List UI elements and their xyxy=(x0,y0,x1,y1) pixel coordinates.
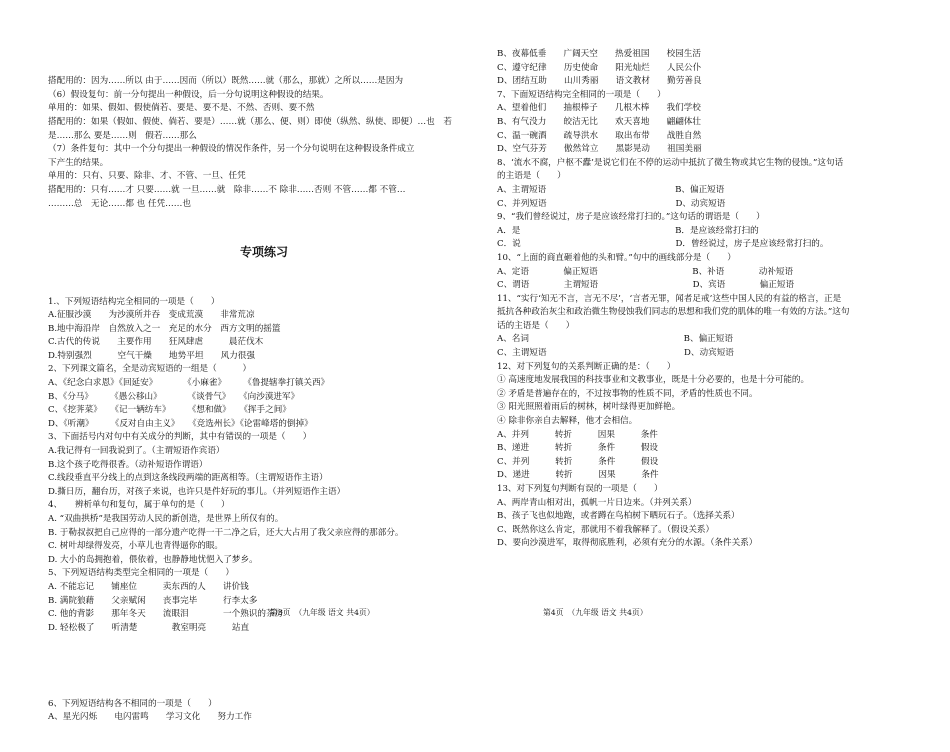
spacer xyxy=(48,663,480,671)
text-line: （6）假设复句：前一分句提出一种假设，后一分句说明这种假设的结果。 xyxy=(48,89,329,100)
question-line: 13、对下列复句判断有误的一项是（ ） xyxy=(497,484,663,494)
question-line: A．是 B．是应该经常打扫的 xyxy=(497,225,759,236)
question-line: ② 矛盾是普遍存在的，不过按事物的性质不同，矛盾的性质也不同。 xyxy=(497,388,758,399)
question-line: 2、下列课文篇名，全是动宾短语的一组是（ ） xyxy=(48,364,252,375)
question-line: ① 高速度地发展我国的科技事业和文教事业，既是十分必要的，也是十分可能的。 xyxy=(497,375,810,386)
question-line: A. “双曲拱桥”是我国劳动人民的新创造，是世界上所仅有的。 xyxy=(48,514,284,524)
question-line: A、并列 转折 因果 条件 xyxy=(497,429,658,440)
question-line: A.我记得有一回我说到了。（主谓短语作宾语） xyxy=(48,446,225,457)
question-line: C、《挖荠菜》 《记一辆纺车》 《想和做》 《挥手之间》 xyxy=(48,405,291,416)
question-line: B.地中海沿岸 自然放入之一 充足的水分 西方文明的摇篮 xyxy=(48,323,281,334)
left-page-column xyxy=(48,48,480,752)
question-line: 的主语是（ ） xyxy=(497,171,566,182)
question-line: B、孩子飞也似地跑，或者蹲在鸟柏树下晒玩石子。（选择关系） xyxy=(497,511,740,522)
question-line: A、名词 B、偏正短语 xyxy=(497,334,733,345)
question-line: D.撕日历，翻台历，对孩子来说，也许只是件好玩的事儿。（并列短语作主语） xyxy=(48,486,346,497)
question-line: 7、下面短语结构完全相同的一项是（ ） xyxy=(497,89,666,100)
question-line: 话的主语是（ ） xyxy=(497,320,575,331)
question-line: 9、“我们曾经说过，房子是应该经常打扫的。”这句话的谓语是（ ） xyxy=(497,212,765,223)
question-6 xyxy=(48,698,480,725)
practice-questions xyxy=(48,296,480,636)
text-line: 单用的：只有、只要、除非、才、不管、一旦、任凭 xyxy=(48,171,246,182)
text-line: 搭配用的：因为……所以 由于……因而（所以）既然……就（那么，那就）之所以……是因为 xyxy=(48,76,404,87)
question-line: D、递进 转折 因果 条件 xyxy=(497,470,659,481)
question-line: 12、对下列复句的关系判断正确的是：（ ） xyxy=(497,361,676,372)
question-line: D、团结互助 山川秀丽 语文教材 勤劳善良 xyxy=(497,76,702,87)
question-line: C.线段垂直平分线上的点到这条线段两端的距离相等。（主谓短语作主语） xyxy=(48,473,328,484)
question-line: 5、下列短语结构类型完全相同的一项是（ ） xyxy=(48,568,234,579)
question-line: A、主谓短语 B、偏正短语 xyxy=(497,184,725,195)
question-line: C、既然你这么肯定，那就用不着我解释了。（假设关系） xyxy=(497,524,715,535)
question-line: C. 他的背影 那年冬天 流眼泪 一个熟识的茶房 xyxy=(48,609,284,620)
text-line: 搭配用的：只有……才 只要……就 一旦……就 除非……不 除非……否则 不管……都 不管… xyxy=(48,184,406,195)
question-line: B、递进 转折 条件 假设 xyxy=(497,443,659,454)
question-line: B. 于勒叔叔把自己应得的一部分遗产吃得一干二净之后，还大大占用了我父亲应得的那部分。 xyxy=(48,527,404,538)
question-line: C、遵守纪律 历史使命 阳光灿烂 人民公仆 xyxy=(497,62,702,73)
question-line: 抵抗各种政治灰尘和政治微生物侵蚀我们同志的思想和我们党的肌体的唯一有效的方法。”这句 xyxy=(497,307,850,318)
text-line: 单用的：如果、假如、假使倘若、要是、要不是、不然、否则、要不然 xyxy=(48,103,315,114)
question-line: B、夜幕低垂 广阔天空 热爱祖国 校园生活 xyxy=(497,49,701,59)
question-line: C．说 D．曾经说过，房子是应该经常打扫的。 xyxy=(497,239,829,250)
question-line: D、空气芬芳 傲然耸立 黑影晃动 祖国美丽 xyxy=(497,144,702,155)
section-title: 专项练习 xyxy=(239,245,288,260)
question-line: C、温一碗酒 疏导洪水 取出布带 战胜自然 xyxy=(497,130,702,141)
question-line: C、并列 转折 条件 假设 xyxy=(497,456,659,467)
question-line: C、并列短语 D、动宾短语 xyxy=(497,198,726,209)
question-line: ④ 除非你亲自去解释，他才会相信。 xyxy=(497,416,638,427)
text-line: （7）条件复句：其中一个分句提出一种假设的情况作条件，另一个分句说明在这种假设条件成立 xyxy=(48,144,415,155)
question-line: C、主谓短语 D、动宾短语 xyxy=(497,348,734,359)
question-line: A、《纪念白求恩》《回延安》 《小麻雀》 《鲁提辖拳打镇关西》 xyxy=(48,378,330,389)
question-line: B、《分马》 《愚公移山》 《谈骨气》 《向沙漠进军》 xyxy=(48,391,300,402)
question-line: 4、 辨析单句和复句，属于单句的是（ ） xyxy=(48,500,230,511)
text-line: 是……那么 要是……则 假若……那么 xyxy=(48,130,197,141)
question-line: B.这个孩子吃得很香。（动补短语作谓语） xyxy=(48,459,208,470)
question-line: A、望着他们 抽根棒子 几根木棒 我们学校 xyxy=(497,103,701,114)
question-line: 11、“实行‘知无不言，言无不尽’，‘言者无罪，闻者足戒’这些中国人民的有益的格言，正是 xyxy=(497,293,842,304)
question-line: ③ 阳光照照着雨后的树林，树叶绿得更加鲜艳。 xyxy=(497,402,681,413)
grammar-notes xyxy=(48,75,480,211)
right-page-column xyxy=(497,48,922,551)
page-footer-left: 第3页 （九年级 语文 共4页） xyxy=(270,608,375,617)
question-line: 1.、下列短语结构完全相同的一项是（ ） xyxy=(48,296,220,307)
text-line: 下产生的结果。 xyxy=(48,157,109,168)
question-line: 3、下面括号内对句中有关成分的判断，其中有错误的一项是（ ） xyxy=(48,432,312,443)
question-line: A、定语 偏正短语 B、补语 动补短语 xyxy=(497,266,794,277)
question-line: B. 满院狼藉 父亲赋闲 丧事完毕 行李太多 xyxy=(48,595,258,606)
question-line: D. 大小的岛拥抱着，偎依着，也静静地忧悒入了梦乡。 xyxy=(48,554,258,565)
question-line: B、有气没力 皎洁无比 欢天喜地 翩翩体壮 xyxy=(497,116,701,127)
question-line: D.特别强烈 空气干燥 地势平坦 风力很强 xyxy=(48,350,255,361)
question-line: A.征服沙漠 为沙漠所并吞 变成荒漠 非常荒凉 xyxy=(48,310,255,321)
question-line: C.古代的传说 主要作用 狂风肆虐 晨茫伐木 xyxy=(48,337,264,348)
question-line: C. 树叶却绿得发亮，小草儿也青得逼你的眼。 xyxy=(48,541,224,552)
question-line: 8、‘流水不腐，户枢不蠹’是说它们在不停的运动中抵抗了微生物或其它生物的侵蚀。”这句话 xyxy=(497,157,844,168)
question-line: A、两岸青山相对出，孤帆一片日边来。（并列关系） xyxy=(497,497,697,508)
question-line: C、谓语 主谓短语 D、宾语 偏正短语 xyxy=(497,280,795,291)
page-footer-right: 第4页 （九年级 语文 共4页） xyxy=(543,608,648,617)
text-line: 搭配用的：如果（假如、假使、倘若、要是）……就（那么、便、则）即使（纵然、纵使、即便）…也 若 xyxy=(48,116,452,127)
question-line: D、要向沙漠进军，取得彻底胜利，必须有充分的水源。（条件关系） xyxy=(497,538,758,549)
question-line: A. 不能忘记 铺座位 卖东西的人 讲价钱 xyxy=(48,581,249,592)
question-line: 6、下列短语结构各不相同的一项是（ ） xyxy=(48,698,217,709)
question-line: A、星光闪烁 电闪雷鸣 学习文化 努力工作 xyxy=(48,712,252,723)
question-line: D. 轻松极了 听清楚 教室明亮 站直 xyxy=(48,622,250,633)
question-line: 10、“上面的商直砸着他的头和臂。”句中的画线部分是（ ） xyxy=(497,252,736,263)
question-line: D、《听潮》 《反对自由主义》 《竞选州长》《论雷峰塔的倒掉》 xyxy=(48,418,313,429)
text-line: ………总 无论……都 也 任凭……也 xyxy=(48,198,191,209)
